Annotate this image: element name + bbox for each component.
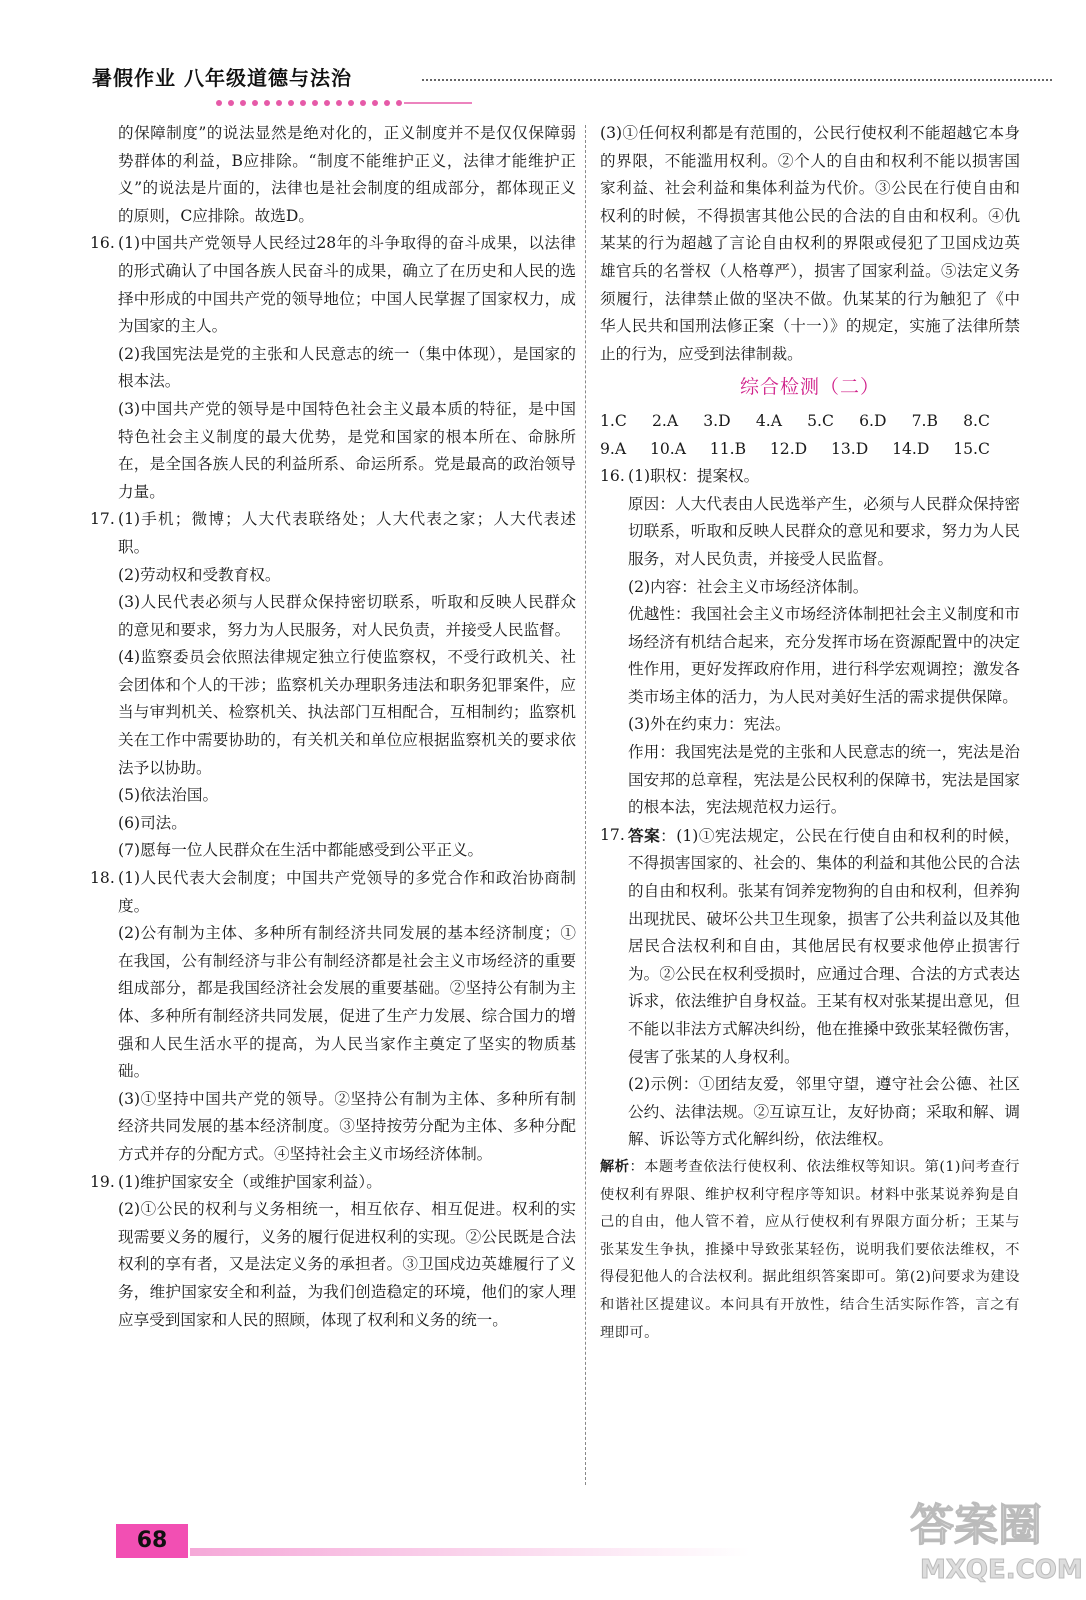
mc-answer: 14.D <box>892 439 930 458</box>
section-title: 综合检测（二） <box>739 376 880 399</box>
q15-analysis-continued: 的保障制度”的说法显然是绝对化的，正义制度并不是仅仅保障弱势群体的利益，B应排除。“制度不能维护正义，法律才能维护正义”的说法是片面的，法律也是社会制度的组成部分，都体现正义的原则，C应排除。故选D。 <box>118 124 576 225</box>
mc-answer: 5.C <box>807 411 834 430</box>
answer-text: (5)依法治国。 <box>118 786 219 805</box>
svg-text:答案圈: 答案圈 <box>910 1500 1042 1551</box>
answer-text: (2)内容：社会主义市场经济体制。 <box>628 577 869 596</box>
answer-text: 原因：人大代表由人民选举产生，必须与人民群众保持密切联系，听取和反映人民群众的意见和要求，努力为人民服务，对人民负责，并接受人民监督。 <box>628 494 1020 568</box>
mc-answer: 15.C <box>953 439 990 458</box>
answer-17 <box>90 506 576 865</box>
answer-text: (2)①公民的权利与义务相统一，相互依存、相互促进。权利的实现需要义务的履行，义务的履行促进权利的实现。②公民既是合法权利的享有者，又是法定义务的承担者。③卫国戍边英雄履行了义务，维护国家安全和利益，为我们创造稳定的环境，他们的家人理应享受到国家和人民的照顾，体现了权利和义务的统一。 <box>118 1200 576 1329</box>
analysis-text <box>600 1154 1020 1347</box>
question-number: 17. <box>600 825 625 844</box>
question-number: 16. <box>600 467 625 486</box>
mc-answer: 13.D <box>830 439 869 458</box>
mc-answer: 9.A <box>600 439 627 458</box>
mc-answer: 1.C <box>600 411 627 430</box>
answer-text: (3)①坚持中国共产党的领导。②坚持公有制为主体、多种所有制经济共同发展的基本经济制度。③坚持按劳分配为主体、多种分配方式并存的分配方式。④坚持社会主义市场经济体制。 <box>118 1089 576 1163</box>
question-number: 18. <box>90 869 115 888</box>
header-dot-decoration <box>214 98 474 108</box>
page-number: 68 <box>116 1524 188 1558</box>
answer-16 <box>90 230 576 506</box>
answer-text: 优越性：我国社会主义市场经济体制把社会主义制度和市场经济有机结合起来，充分发挥市场在资源配置中的决定性作用，更好发挥政府作用，进行科学宏观调控；激发各类市场主体的活力，为人民对美好生活的需求提供保障。 <box>628 605 1020 706</box>
footer-bar <box>190 1548 750 1556</box>
left-column <box>90 120 576 1334</box>
column-divider <box>585 125 586 1485</box>
answer-text: (1)职权：提案权。 <box>628 467 760 486</box>
answer-19 <box>90 1169 576 1335</box>
answer-text: (4)监察委员会依照法律规定独立行使监察权，不受行政机关、社会团体和个人的干涉；监察机关办理职务违法和职务犯罪案件，应当与审判机关、检察机关、执法部门互相配合，互相制约；监察机关在工作中需要协助的，有关机关和单位应根据监察机关的要求依法予以协助。 <box>118 648 576 777</box>
answer-text: (1)维护国家安全（或维护国家利益）。 <box>118 1172 382 1191</box>
mc-answer: 3.D <box>703 411 731 430</box>
answer-text: (2)示例：①团结友爱，邻里守望，遵守社会公德、社区公约、法律法规。②互谅互让，友好协商；采取和解、调解、诉讼等方式化解纠纷，依法维权。 <box>628 1075 1020 1149</box>
page-header <box>92 62 1052 112</box>
answer-label: 答案 <box>628 825 661 845</box>
mc-answer: 4.A <box>755 411 782 430</box>
answer-17-test2 <box>600 822 1020 1154</box>
multiple-choice-row-2 <box>600 436 1020 464</box>
question-number: 16. <box>90 234 115 253</box>
multiple-choice-row-1 <box>600 408 1020 436</box>
mc-answer: 8.C <box>963 411 990 430</box>
question-number: 17. <box>90 510 115 529</box>
watermark-logo <box>906 1490 1083 1590</box>
answer-16-test2 <box>600 463 1020 822</box>
answer-text: 作用：我国宪法是党的主张和人民意志的统一，宪法是治国安邦的总章程，宪法是公民权利的保障书，宪法是国家的根本法，宪法规范权力运行。 <box>628 743 1020 817</box>
answer-text: (1)人民代表大会制度；中国共产党领导的多党合作和政治协商制度。 <box>118 869 576 915</box>
answer-text: (2)公有制为主体、多种所有制经济共同发展的基本经济制度；①在我国，公有制经济与非公有制经济都是社会主义市场经济的重要组成部分，都是我国经济社会发展的重要基础。②坚持公有制为主体、多种所有制经济共同发展，促进了生产力发展、综合国力的增强和人民生活水平的提高，为人民当家作主奠定了坚实的物质基础。 <box>118 924 576 1081</box>
mc-answer: 12.D <box>769 439 808 458</box>
mc-answer: 6.D <box>859 411 887 430</box>
answer-body: ：(1)①宪法规定，公民在行使自由和权利的时候，不得损害国家的、社会的、集体的利益和其他公民的合法的自由和权利。张某有饲养宠物狗的自由和权利，但养狗出现扰民、破坏公共卫生现象，损害了公共利益以及其他居民合法权利和自由，其他居民有权要求他停止损害行为。②公民在权利受损时，应通过合理、合法的方式表达诉求，依法维护自身权益。王某有权对张某提出意见，但不能以非法方式解决纠纷，他在推搡中致张某轻微伤害，侵害了张某的人身权利。 <box>628 826 1020 1066</box>
answer-text <box>628 822 1020 1071</box>
answer-18 <box>90 865 576 1169</box>
answer-text: (7)愿每一位人民群众在生活中都能感受到公平正义。 <box>118 841 484 860</box>
mc-answer: 11.B <box>709 439 747 458</box>
answer-text: (3)外在约束力：宪法。 <box>628 715 791 734</box>
svg-text:MXQE.COM: MXQE.COM <box>920 1555 1083 1585</box>
answer-text: (6)司法。 <box>118 813 187 832</box>
mc-answer: 7.B <box>911 411 938 430</box>
answer-text: (3)中国共产党的领导是中国特色社会主义最本质的特征，是中国特色社会主义制度的最大优势，是党和国家的根本所在、命脉所在，是全国各族人民的利益所系、命运所系。党是最高的政治领导力量。 <box>118 399 576 501</box>
answer-19-part3: (3)①任何权利都是有范围的，公民行使权利不能超越它本身的界限，不能滥用权利。②个人的自由和权利不能以损害国家利益、社会利益和集体利益为代价。③公民在行使自由和权利的时候，不得损害其他公民的合法的自由和权利。④仇某某的行为超越了言论自由权利的界限或侵犯了卫国戍边英雄官兵的名誉权（人格尊严），损害了国家利益。⑤法定义务须履行，法律禁止做的坚决不做。仇某某的行为触犯了《中华人民共和国刑法修正案（十一）》的规定，实施了法律所禁止的行为，应受到法律制裁。 <box>600 124 1020 363</box>
header-dotted-rule <box>422 79 1052 81</box>
mc-answer: 10.A <box>649 439 686 458</box>
answer-text: (2)劳动权和受教育权。 <box>118 565 281 584</box>
mc-answer: 2.A <box>651 411 679 430</box>
analysis-label: 解析 <box>600 1158 630 1175</box>
right-column <box>600 120 1020 1347</box>
answer-text: (2)我国宪法是党的主张和人民意志的统一（集中体现），是国家的根本法。 <box>118 344 576 391</box>
answer-text: (1)中国共产党领导人民经过28年的斗争取得的奋斗成果，以法律的形式确认了中国各族人民奋斗的成果，确立了在历史和人民的选择中形成的中国共产党的领导地位；中国人民掌握了国家权力，成为国家的主人。 <box>118 234 576 336</box>
header-title: 暑假作业 八年级道德与法治 <box>92 66 352 90</box>
answer-text: (3)人民代表必须与人民群众保持密切联系，听取和反映人民群众的意见和要求，努力为人民服务，对人民负责，并接受人民监督。 <box>118 593 576 639</box>
answer-text: (1)手机；微博；人大代表联络处；人大代表之家；人大代表述职。 <box>118 510 576 556</box>
analysis-body: ：本题考查依法行使权利、依法维权等知识。第(1)问考查行使权利有界限、维护权利守程序等知识。材料中张某说养狗是自己的自由，他人管不着，应从行使权利有界限方面分析；王某与张某发生争执，推搡中导致张某轻伤，说明我们要依法维权，不得侵犯他人的合法权利。据此组织答案即可。第(2)问要求为建设和谐社区提建议。本问具有开放性，结合生活实际作答，言之有理即可。 <box>600 1158 1020 1341</box>
question-number: 19. <box>90 1172 115 1191</box>
